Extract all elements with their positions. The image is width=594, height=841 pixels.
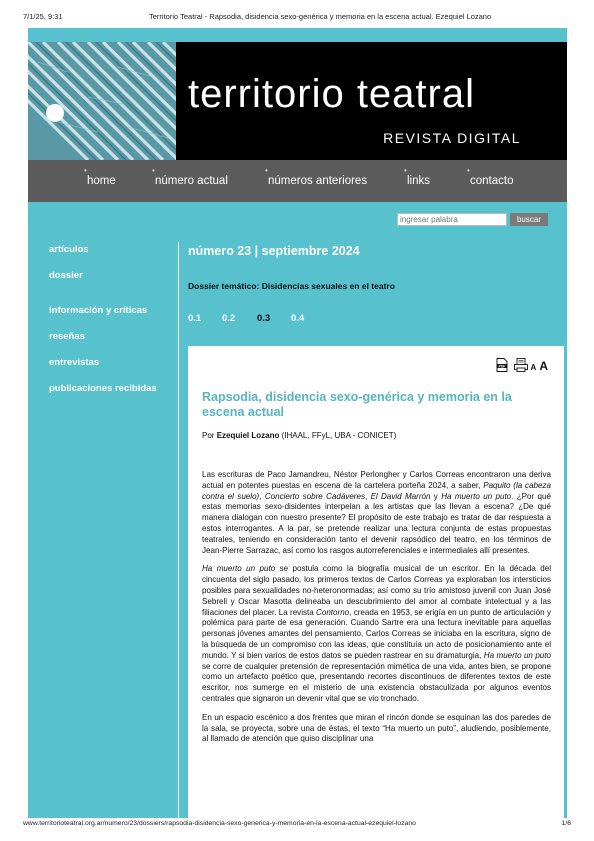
wood-planks-graphic — [28, 42, 176, 160]
column-divider — [178, 242, 179, 818]
article-panel — [188, 346, 564, 818]
article-title: Rapsodia, disidencia sexo-genérica y memoria en la escena actual — [202, 390, 512, 419]
print-footer — [23, 820, 571, 827]
print-page-number: 1/6 — [561, 820, 571, 827]
main-nav — [28, 160, 567, 202]
nav-item-label: links — [407, 175, 431, 187]
nav-bullet: • — [84, 166, 87, 175]
part-link-0-1[interactable]: 0.1 — [188, 313, 202, 324]
nav-item-label: número actual — [155, 175, 228, 187]
wooden-deck-image — [28, 42, 176, 160]
site-logo[interactable]: territorio teatral — [188, 72, 475, 116]
author-name: Ezequiel Lozano — [216, 431, 280, 440]
nav-bullet: • — [265, 166, 268, 175]
paragraph: Las escrituras de Paco Jamandreu, Néstor Perlongher y Carlos Correas encontraron una deriva actual en potentes puestas en escena de la cartelera porteña 2024, a saber, Paquito (la cabeza contra el suelo), Concierto sobre Cadáveres, El David Marrón y Ha muerto un puto. ¿Por qué estas memorias sexo-disidentes interpelan a les artistas que las llevan a escena? ¿De qué manera dialogan con nuestro presente? El propósito de este trabajo es tratar de dar respuesta a estos interrogantes. A la par, se pretende realizar una lectura conjunta de estas propuestas teatrales, teniendo en consideración tanto el devenir rapsódico del teatro, en los términos de Jean-Pierre Sarrazac, así como los rasgos autorreferenciales e intermediales allí presentes. — [202, 470, 551, 555]
search-input[interactable] — [397, 213, 507, 226]
site-subtitle: REVISTA DIGITAL — [383, 130, 521, 146]
pdf-icon[interactable] — [496, 358, 508, 372]
font-increase-button[interactable]: A — [539, 359, 548, 373]
paragraph: En un espacio escénico a dos frentes que miran el rincón donde se esquinan las dos paredes de la sala, se proyecta, sobre una de éstas, el texto “Ha muerto un puto”, aludiendo, posiblemente, al llamado de atención que quiso disciplinar una — [202, 712, 551, 744]
sidebar-item-informacion-criticas[interactable]: información y críticas — [49, 305, 148, 316]
nav-item-label: home — [87, 175, 116, 187]
nav-bullet: • — [152, 166, 155, 175]
print-icon[interactable] — [514, 358, 528, 372]
sidebar-item-articulos[interactable]: artículos — [49, 244, 89, 255]
banner — [28, 42, 567, 160]
article-tools — [490, 358, 548, 372]
part-link-0-3-active[interactable]: 0.3 — [257, 313, 271, 324]
sidebar-item-entrevistas[interactable]: entrevistas — [49, 357, 100, 368]
font-decrease-button[interactable]: A — [530, 363, 537, 372]
print-url: www.territorioteatral.org.ar/numero/23/dossiers/rapsodia-disidencia-sexo-generica-y-memoria-en-la-escena-actual-ezequiel-lozano — [23, 820, 416, 827]
article-body — [202, 470, 551, 753]
part-link-0-4[interactable]: 0.4 — [291, 313, 305, 324]
pdf-icon-text: PDF — [498, 364, 505, 369]
part-link-0-2[interactable]: 0.2 — [222, 313, 236, 324]
sidebar-item-dossier[interactable]: dossier — [49, 270, 83, 281]
sidebar-item-resenas[interactable]: reseñas — [49, 331, 85, 342]
nav-bullet: • — [404, 166, 407, 175]
nav-bullet: • — [467, 166, 470, 175]
search-button[interactable]: buscar — [510, 213, 548, 226]
nav-item-label: contacto — [470, 175, 514, 187]
print-date: 7/1/25, 9:31 — [23, 12, 63, 21]
sidebar-item-publicaciones[interactable]: publicaciones recibidas — [49, 383, 157, 394]
issue-title: número 23 | septiembre 2024 — [188, 244, 360, 258]
site-container — [28, 28, 567, 818]
paragraph: Ha muerto un puto se postula como la biografía musical de un escritor. En la década del cincuenta del siglo pasado, los primeros textos de Carlos Correas ya exploraban los intersticios posibles para sexualidades no-heteronormadas; así como su trío amistoso juvenil con Juan José Sebreli y Oscar Masotta delineaba un descubrimiento del amor al combate intelectual y a las filiaciones del placer. La revista Contorno, creada en 1953, se erigía en un punto de articulación y polémica para parte de esa generación. Cuando Sartre era una lectura inevitable para aquellas personas jóvenes amantes del pensamiento, Carlos Correas se iniciaba en la escritura, signo de la búsqueda de un compromiso con las ideas, que constituía un acto de posicionamiento ante el mundo. Y si bien varios de estos datos se pueden rastrear en su dramaturgia, Ha muerto un puto se corre de cualquier pretensión de representación mimética de una vida, antes bien, se propone como un artefacto poético que, presentando recortes discontinuos de diferentes textos de este escritor, nos sumerge en el misterio de una existencia obstaculizada por algunos eventos centrales que signaron un devenir vital que se vio tronchado. — [202, 564, 552, 703]
print-header — [23, 12, 571, 21]
dossier-title: Dossier temático: Disidencias sexuales en el teatro — [188, 281, 395, 291]
nav-item-label: números anteriores — [268, 175, 368, 187]
author-affiliation: (IHAAL, FFyL, UBA - CONICET) — [281, 431, 397, 440]
print-page-title: Territorio Teatral - Rapsodia, disidencia sexo-genérica y memoria en la escena actual. Ezequiel Lozano — [149, 12, 492, 21]
article-byline — [202, 431, 396, 440]
byline-prefix: Por — [202, 431, 215, 440]
